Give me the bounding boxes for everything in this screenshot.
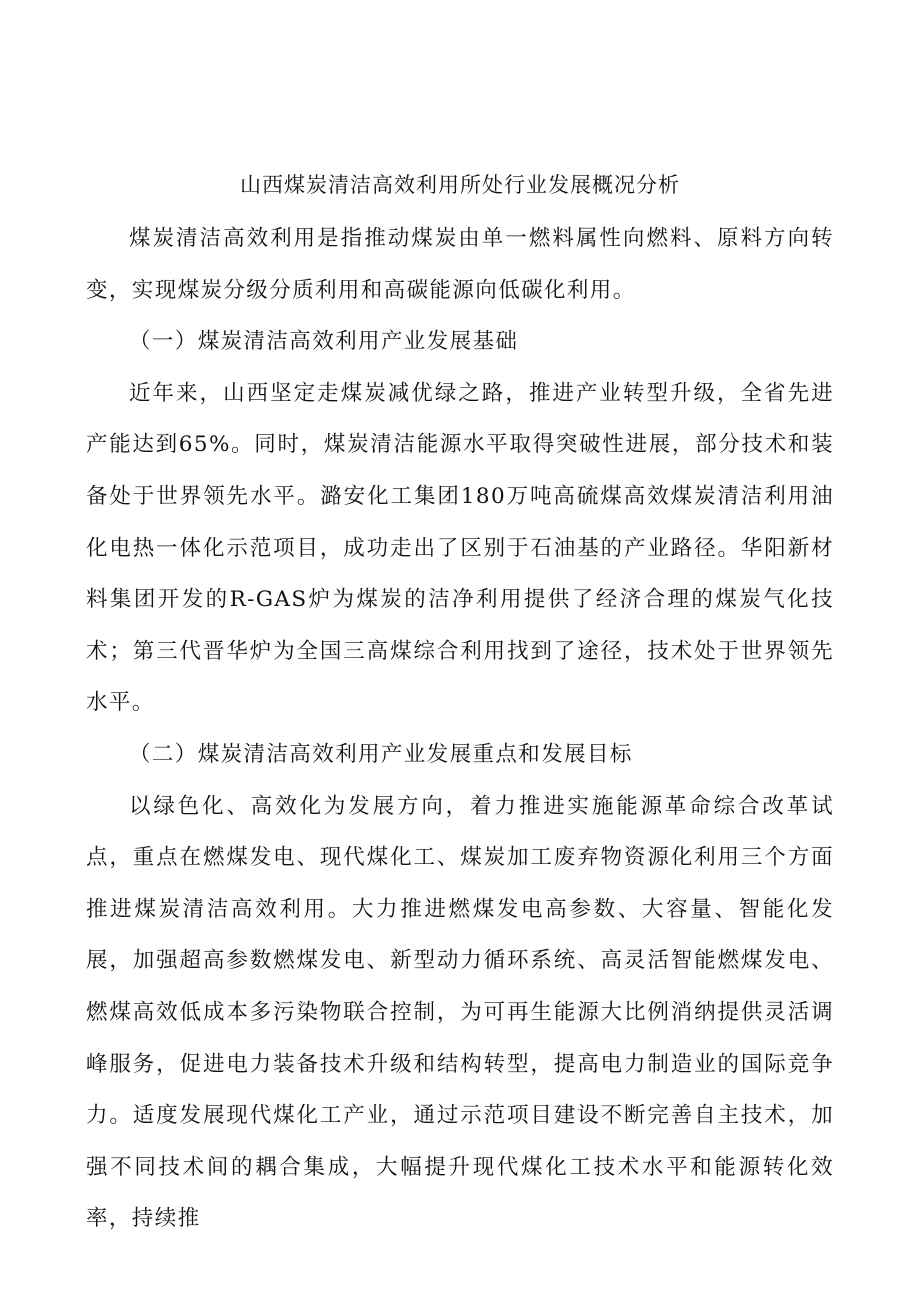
intro-paragraph: 煤炭清洁高效利用是指推动煤炭由单一燃料属性向燃料、原料方向转变，实现煤炭分级分质利用和高碳能源向低碳化利用。 bbox=[86, 226, 834, 303]
body-paragraph: 以绿色化、高效化为发展方向，着力推进实施能源革命综合改革试点，重点在燃煤发电、现代煤化工、煤炭加工废弃物资源化利用三个方面推进煤炭清洁高效利用。大力推进燃煤发电高参数、大容量、智能化发展，加强超高参数燃煤发电、新型动力循环系统、高灵活智能燃煤发电、燃煤高效低成本多污染物联合控制，为可再生能源大比例消纳提供灵活调峰服务，促进电力装备技术升级和结构转型，提高电力制造业的国际竞争力。适度发展现代煤化工产业，通过示范项目建设不断完善自主技术，加强不同技术间的耦合集成，大幅提升现代煤化工技术水平和能源转化效率，持续推 bbox=[86, 793, 834, 1232]
section-heading-1: （一）煤炭清洁高效利用产业发展基础 bbox=[129, 329, 519, 355]
section-heading-2: （二）煤炭清洁高效利用产业发展重点和发展目标 bbox=[129, 741, 633, 767]
body-paragraph: 近年来，山西坚定走煤炭减优绿之路，推进产业转型升级，全省先进产能达到65%。同时，煤炭清洁能源水平取得突破性进展，部分技术和装备处于世界领先水平。潞安化工集团180万吨高硫煤高效煤炭清洁利用油化电热一体化示范项目，成功走出了区别于石油基的产业路径。华阳新材料集团开发的R-GAS炉为煤炭的洁净利用提供了经济合理的煤炭气化技术；第三代晋华炉为全国三高煤综合利用找到了途径，技术处于世界领先水平。 bbox=[86, 380, 834, 716]
document-title: 山西煤炭清洁高效利用所处行业发展概况分析 bbox=[240, 173, 680, 197]
